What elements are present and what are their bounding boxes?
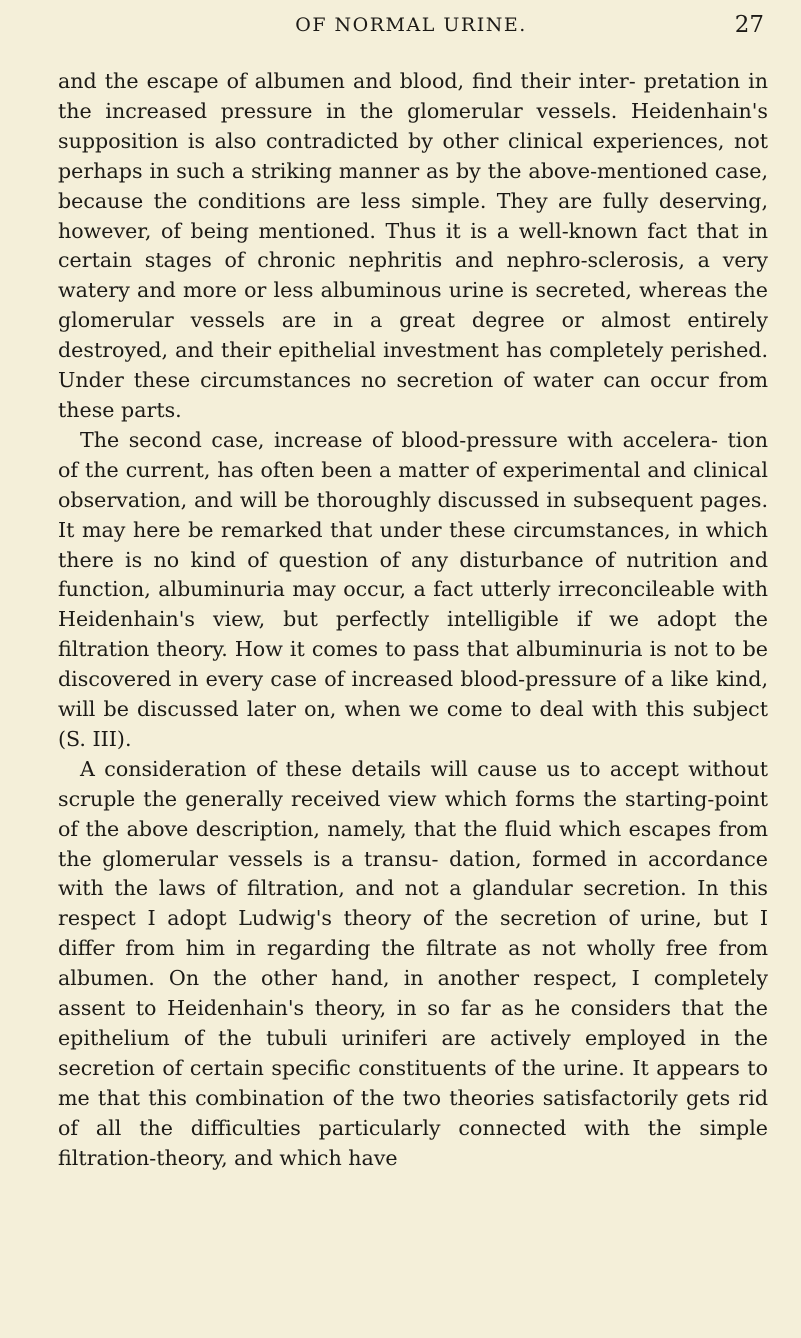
paragraph-consideration: A consideration of these details will cause us to accept without scruple the generally received view which forms the starting-point of the above description, namely, that the fluid which escapes from the glomerular vessels is a transu- dation, formed in accordance with the laws of filtration, and not a glandular secretion. In this respect I adopt Ludwig's theory of the secretion of urine, but I differ from him in regarding the filtrate as not wholly free from albumen. On the other hand, in another respect, I completely assent to Heidenhain's theory, in so far as he considers that the epithelium of the tubuli uriniferi are actively employed in the secretion of certain specific constituents of the urine. It appears to me that this combination of the two theories satisfactorily gets rid of all the difficulties particularly connected with the simple filtration-theory, and which have <box>58 756 768 1170</box>
page-number: 27 <box>734 12 764 38</box>
body-text <box>58 67 768 1174</box>
paragraph-continued: and the escape of albumen and blood, find their inter- pretation in the increased pressure in the glomerular vessels. Heidenhain's supposition is also contradicted by other clinical experiences, not perhaps in such a striking manner as by the above-mentioned case, because the conditions are less simple. They are fully deserving, however, of being mentioned. Thus it is a well-known fact that in certain stages of chronic nephritis and nephro-sclerosis, a very watery and more or less albuminous urine is secreted, whereas the glomerular vessels are in a great degree or almost entirely destroyed, and their epithelial investment has completely perished. Under these circumstances no secretion of water can occur from these parts. <box>58 69 768 422</box>
running-head <box>58 14 764 44</box>
running-title: OF NORMAL URINE. <box>295 14 527 36</box>
paragraph-second-case: The second case, increase of blood-pressure with accelera- tion of the current, has often been a matter of experimental and clinical observation, and will be thoroughly discussed in subsequent pages. It may here be remarked that under these circumstances, in which there is no kind of question of any disturbance of nutrition and function, albuminuria may occur, a fact utterly irreconcileable with Heidenhain's view, but perfectly intelligible if we adopt the filtration theory. How it comes to pass that albuminuria is not to be discovered in every case of increased blood-pressure of a like kind, will be discussed later on, when we come to deal with this subject (S. III). <box>58 427 768 751</box>
